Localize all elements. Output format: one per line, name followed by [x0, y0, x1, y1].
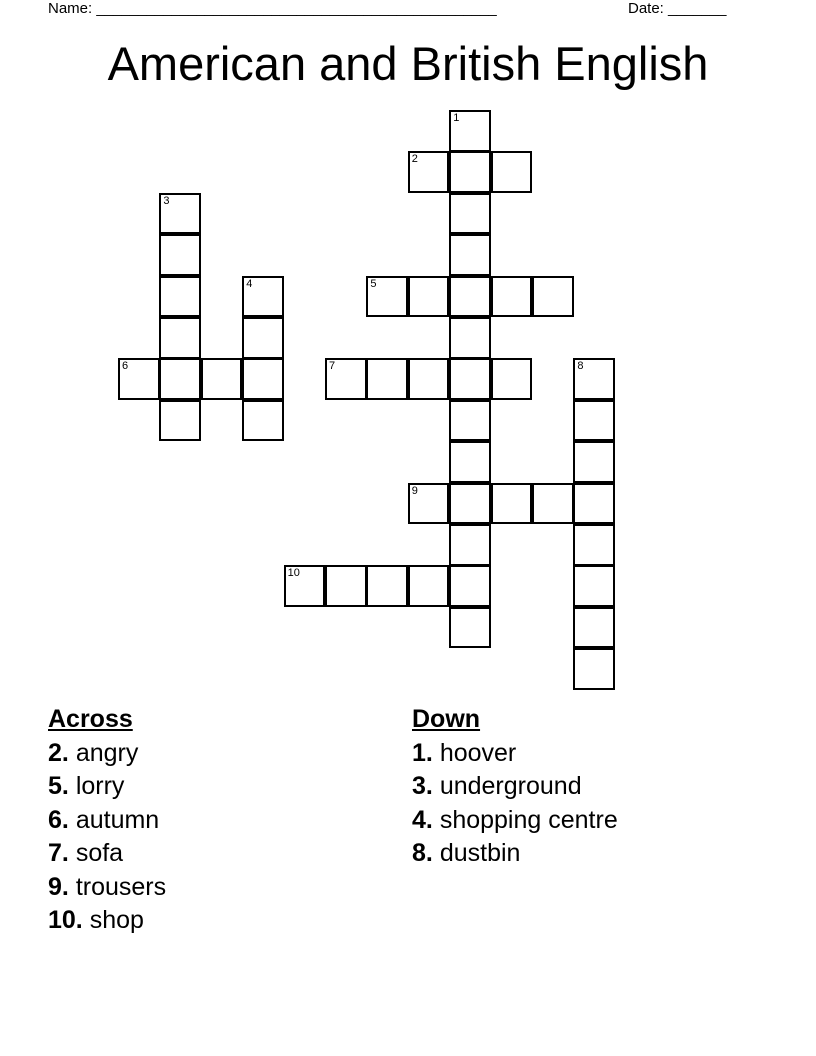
- grid-cell[interactable]: [573, 565, 615, 607]
- clue-number: 5.: [48, 772, 69, 800]
- header-line: [48, 0, 748, 20]
- grid-cell[interactable]: [449, 151, 491, 193]
- cell-number: 8: [577, 360, 584, 373]
- down-heading: Down: [412, 705, 481, 733]
- puzzle-title: American and British English: [107, 37, 709, 90]
- grid-cell[interactable]: [449, 317, 491, 359]
- clue-text: dustbin: [439, 839, 521, 867]
- grid-cell[interactable]: [449, 524, 491, 566]
- grid-cell[interactable]: [449, 607, 491, 649]
- grid-cell[interactable]: [491, 358, 533, 400]
- grid-cell[interactable]: [573, 400, 615, 442]
- grid-cell[interactable]: [159, 400, 201, 442]
- clue-number: 6.: [48, 805, 69, 834]
- grid-cell[interactable]: [408, 151, 450, 193]
- grid-cell[interactable]: [449, 110, 491, 152]
- cell-number: 5: [370, 277, 377, 290]
- down-clue: [412, 837, 618, 871]
- grid-cell[interactable]: [449, 400, 491, 442]
- grid-cell[interactable]: [491, 151, 533, 193]
- cell-number: 10: [287, 567, 300, 580]
- down-clues: [412, 703, 618, 871]
- grid-cell[interactable]: [532, 276, 574, 318]
- clue-text: shopping centre: [439, 805, 618, 834]
- grid-cell[interactable]: [449, 565, 491, 607]
- clue-number: 2.: [48, 738, 69, 767]
- across-clue: [48, 770, 166, 804]
- clue-number: 10.: [48, 906, 83, 934]
- clue-number: 7.: [48, 839, 69, 867]
- across-clue: [48, 871, 166, 905]
- grid-cell[interactable]: [159, 317, 201, 359]
- grid-cell[interactable]: [449, 483, 491, 525]
- grid-cell[interactable]: [366, 276, 408, 318]
- down-clue: [412, 770, 618, 804]
- cell-number: 1: [453, 112, 460, 124]
- clue-text: autumn: [75, 805, 160, 834]
- clue-number: 9.: [48, 872, 69, 901]
- grid-cell[interactable]: [532, 483, 574, 525]
- grid-cell[interactable]: [573, 441, 615, 483]
- across-heading: Across: [48, 705, 133, 733]
- grid-cell[interactable]: [242, 400, 284, 442]
- cell-number: 7: [329, 360, 336, 373]
- grid-cell[interactable]: [408, 483, 450, 525]
- grid-cell[interactable]: [242, 276, 284, 318]
- clue-number: 1.: [412, 738, 433, 767]
- name-field[interactable]: Name: ________________________________________________: [48, 0, 497, 17]
- grid-cell[interactable]: [159, 234, 201, 276]
- grid-cell[interactable]: [242, 358, 284, 400]
- grid-cell[interactable]: [284, 565, 326, 607]
- grid-cell[interactable]: [159, 193, 201, 235]
- cell-number: 3: [163, 194, 170, 207]
- grid-cell[interactable]: [573, 648, 615, 690]
- grid-cell[interactable]: [491, 276, 533, 318]
- grid-cell[interactable]: [325, 358, 367, 400]
- grid-cell[interactable]: [573, 358, 615, 400]
- grid-cell[interactable]: [491, 483, 533, 525]
- grid-cell[interactable]: [118, 358, 160, 400]
- grid-cell[interactable]: [449, 441, 491, 483]
- clue-number: 3.: [412, 772, 433, 800]
- grid-cell[interactable]: [449, 276, 491, 318]
- grid-cell[interactable]: [573, 607, 615, 649]
- clue-text: trousers: [75, 872, 167, 901]
- grid-cell[interactable]: [325, 565, 367, 607]
- clue-text: shop: [89, 906, 144, 934]
- across-clue: [48, 804, 166, 838]
- grid-cell[interactable]: [449, 234, 491, 276]
- clue-number: 8.: [412, 839, 433, 867]
- across-clues: [48, 703, 166, 938]
- down-clue: [412, 804, 618, 838]
- grid-cell[interactable]: [366, 358, 408, 400]
- grid-cell[interactable]: [159, 276, 201, 318]
- grid-cell[interactable]: [573, 483, 615, 525]
- grid-cell[interactable]: [242, 317, 284, 359]
- grid-cell[interactable]: [408, 276, 450, 318]
- across-clue: [48, 737, 166, 771]
- grid-cell[interactable]: [449, 358, 491, 400]
- grid-cell[interactable]: [449, 193, 491, 235]
- cell-number: 4: [246, 277, 253, 290]
- cell-number: 2: [411, 153, 418, 166]
- grid-cell[interactable]: [408, 358, 450, 400]
- clue-number: 4.: [412, 805, 433, 834]
- down-clue: [412, 737, 618, 771]
- clue-text: angry: [75, 738, 139, 767]
- grid-cell[interactable]: [366, 565, 408, 607]
- grid-cell[interactable]: [408, 565, 450, 607]
- cell-number: 9: [411, 484, 418, 497]
- date-field[interactable]: Date: _______: [628, 0, 727, 17]
- across-clue: [48, 837, 166, 871]
- clue-text: sofa: [75, 839, 124, 867]
- grid-cell[interactable]: [573, 524, 615, 566]
- across-clue: [48, 904, 166, 938]
- cell-number: 6: [122, 360, 129, 373]
- grid-cell[interactable]: [159, 358, 201, 400]
- clue-text: hoover: [439, 738, 517, 767]
- grid-cell[interactable]: [201, 358, 243, 400]
- clue-text: lorry: [75, 772, 125, 800]
- clue-text: underground: [439, 772, 582, 800]
